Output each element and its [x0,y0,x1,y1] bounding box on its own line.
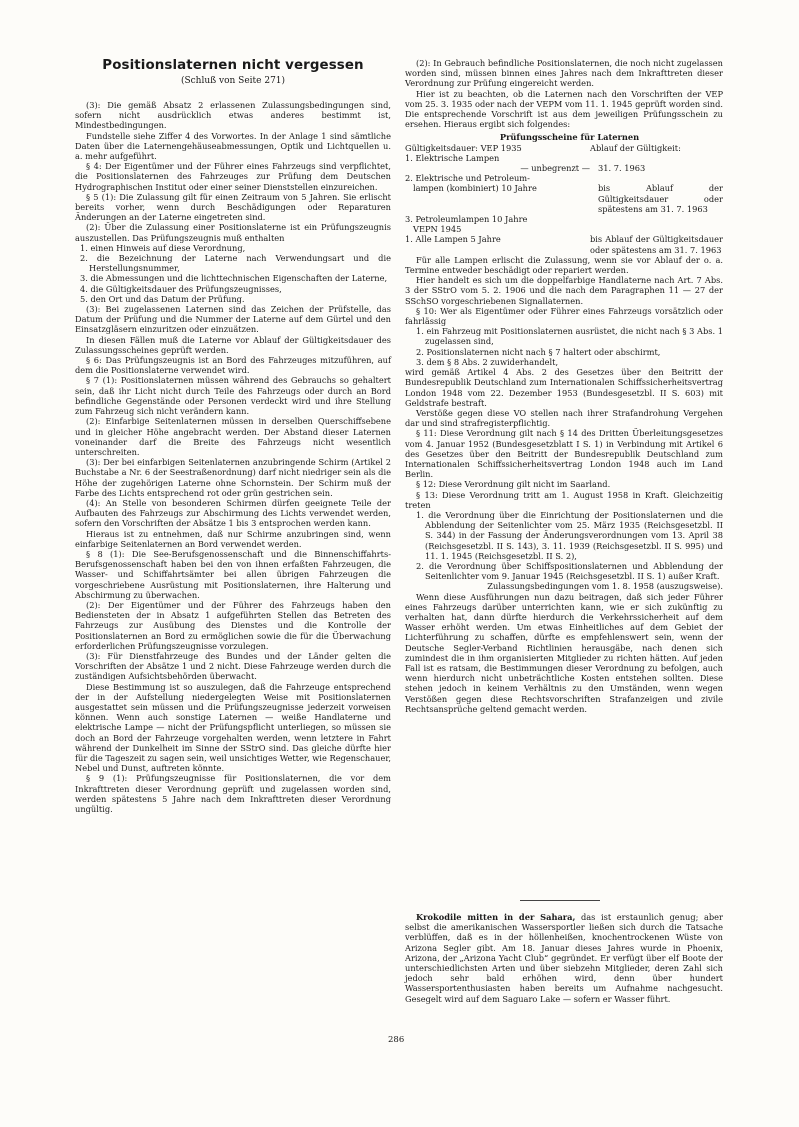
table-row [405,173,723,183]
paragraph: Für alle Lampen erlischt die Zulassung, wenn sie vor Ablauf der o. a. Termine entweder beschädigt oder repariert werden. [405,254,723,276]
table-cell: — unbegrenzt — [520,163,590,174]
paragraph [405,912,723,1004]
paragraph: Zulassungsbedingungen vom 1. 8. 1958 (auszugsweise). [487,581,723,592]
paragraph: (2): Einfarbige Seitenlaternen müssen in derselben Querschiffsebene und in gleicher Höhe angebracht werden. Der Abstand dieser Laternen voneinander darf die Breite des Fahrzeugs nicht wesentlich unterschreiten. [75,416,391,457]
paragraph: (2): Der Eigentümer und der Führer des Fahrzeugs haben den Bediensteten der in Absatz 1 aufgeführten Stellen das Betreten des Fahrzeugs zur Ausübung des Dienstes und die Kontrolle der Positionslaternen an Bord zu ermöglichen sowie die für die Überwachung erforderlichen Prüfungszeugnisse vorzulegen. [75,599,391,651]
article-subtitle: (Schluß von Seite 271) [180,76,286,86]
table-cell: Gültigkeitsdauer: VEP 1935 [405,142,522,153]
left-column [75,100,391,814]
article-title: Positionslaternen nicht vergessen [102,58,364,73]
list-item: 1. einen Hinweis auf diese Verordnung, [80,242,246,253]
krokodile-lead: Krokodile mitten in der Sahara, [416,912,576,922]
table-cell: 1. Elektrische Lampen [405,152,500,163]
table-cell: Ablauf der Gültigkeit: [590,142,681,153]
paragraph: § 5 (1): Die Zulassung gilt für einen Zeitraum von 5 Jahren. Sie erlischt bereits vorher, wenn durch Beschädigungen oder Reparaturen Änderungen an der Laterne eingetreten sind. [75,191,391,223]
list-item: 5. den Ort und das Datum der Prüfung. [80,293,245,304]
paragraph: Fundstelle siehe Ziffer 4 des Vorwortes. In der Anlage 1 sind sämtliche Daten über die Laternengehäuseabmessungen, Optik und Lichtquellen u. a. mehr aufgeführt. [75,130,391,162]
table-cell: bis Ablauf der Gültigkeitsdauer oder spätestens am 31. 7. 1963 [598,183,723,214]
table-cell: 3. Petroleumlampen 10 Jahre [405,214,528,225]
table-cell: 2. Elektrische und Petroleum- [405,173,530,184]
paragraph: § 6: Das Prüfungszeugnis ist an Bord des Fahrzeuges mitzuführen, auf dem die Positionslaterne verwendet wird. [75,355,391,376]
laternen-table [405,143,723,255]
table-row [405,234,723,254]
paragraph: Verstöße gegen diese VO stellen nach ihrer Strafandrohung Vergehen dar und sind strafregisterpflichtig. [405,407,723,429]
list-item: 2. die Bezeichnung der Laterne nach Verwendungsart und die Herstellungsnummer, [80,253,391,274]
paragraph: (2): Über die Zulassung einer Positionslaterne ist ein Prüfungszeugnis auszustellen. Das Prüfungszeugnis muß enthalten [75,222,391,243]
krokodile-box [405,912,723,1004]
paragraph: Hieraus ist zu entnehmen, daß nur Schirme anzubringen sind, wenn einfarbige Seitenlaternen an Bord verwendet werden. [75,528,391,549]
table-cell [590,153,723,163]
section-divider [520,900,600,901]
paragraph: (2): In Gebrauch befindliche Positionslaternen, die noch nicht zugelassen worden sind, müssen binnen eines Jahres nach dem Inkrafttreten dieser Verordnung zur Prüfung eingereicht werden. [405,58,723,89]
paragraph: (4): An Stelle von besonderen Schirmen dürfen geeignete Teile der Aufbauten des Fahrzeugs zur Abschirmung des Lichts verwendet werden, sofern den Vorschriften der Absätze 1 bis 3 entsprochen werden kann. [75,497,391,529]
paragraph: § 12: Diese Verordnung gilt nicht im Saarland. [416,479,611,490]
table-cell: 31. 7. 1963 [598,163,646,174]
table-cell: bis Ablauf der Gültigkeitsdauer oder spätestens am 31. 7. 1963 [590,234,723,255]
paragraph: Wenn diese Ausführungen nun dazu beitragen, daß sich jeder Führer eines Fahrzeugs darüber unterrichten kann, wie er sich zukünftig zu verhalten hat, dann dürfte hierdurch die Verkehrssicherheit auf dem Wasser erhöht werden. Um etwas Einheitliches auf dem Gebiet der Lichterführung zu schaffen, dürfte es empfehlenswert sein, wenn der Deutsche Segler-Verband Richtlinien herausgäbe, nach denen sich zumindest die in ihm organisierten Mitglieder zu richten hätten. Auf jeden Fall ist es ratsam, die Bestimmungen dieser Verordnung zu befolgen, auch wenn hierdurch nicht unbeträchtliche Kosten entstehen sollten. Diese stehen jedoch in keinem Verhältnis zu den Umständen, wenn wegen Verstößen gegen diese Rechtsvorschriften Strafanzeigen und zivile Rechtsansprüche geltend gemacht werden. [405,591,723,714]
paragraph: § 4: Der Eigentümer und der Führer eines Fahrzeugs sind verpflichtet, die Positionslaternen des Fahrzeuges zur Prüfung dem Deutschen Hydrographischen Institut oder einer seiner Dienststellen einzureichen. [75,161,391,192]
list-item: 3. die Abmessungen und die lichttechnischen Eigenschaften der Laterne, [80,273,388,284]
paragraph: § 11: Diese Verordnung gilt nach § 14 des Dritten Überleitungsgesetzes vom 4. Januar 1952 (Bundesgesetzblatt I S. 1) in Verbindung mit Artikel 6 des Gesetzes über den Beitritt der Bundesrepublik Deutschland zum Internationalen Schiffssicherheitsvertrag London 1948 auch im Land Berlin. [405,428,723,480]
paragraph: (3): Bei zugelassenen Laternen sind das Zeichen der Prüfstelle, das Datum der Prüfung und die Nummer der Laterne auf dem Gürtel und den Einsatzgläsern einzuritzen oder einzuätzen. [75,304,391,335]
paragraph: § 10: Wer als Eigentümer oder Führer eines Fahrzeugs vorsätzlich oder fahrlässig [405,305,723,327]
paragraph: § 7 (1): Positionslaternen müssen während des Gebrauchs so gehaltert sein, daß ihr Licht nicht durch Teile des Fahrzeugs oder durch an Bord befindliche Gegenstände oder Personen verdeckt wird und ihre Stellung zum Fahrzeug sich nicht verändern kann. [75,375,391,417]
table-cell [590,173,723,183]
table-cell: lampen (kombiniert) 10 Jahre [413,183,537,194]
table-row [405,214,723,224]
list-item: 4. die Gültigkeitsdauer des Prüfungszeugnisses, [80,283,282,294]
table-heading: Prüfungsscheine für Laternen [499,132,640,143]
table-cell: VEPN 1945 [413,224,462,235]
paragraph: Hier ist zu beachten, ob die Laternen nach den Vorschriften der VEP vom 25. 3. 1935 oder nach der VEPM vom 11. 1. 1945 geprüft worden sind. Die entsprechende Vorschrift ist aus dem jeweiligen Prüfungsschein zu ersehen. Hieraus ergibt sich folgendes: [405,88,723,130]
table-cell: 1. Alle Lampen 5 Jahre [405,234,501,245]
paragraph: (3): Der bei einfarbigen Seitenlaternen anzubringende Schirm (Artikel 2 Buchstabe a Nr. 6 der Seestraßenordnung) darf nicht niedriger sein als die Höhe der zugehörigen Laterne ohne Schornstein. Der Schirm muß der Farbe des Lichts entsprechend rot oder grün gestrichen sein. [75,457,391,498]
paragraph: In diesen Fällen muß die Laterne vor Ablauf der Gültigkeitsdauer des Zulassungsscheines geprüft werden. [75,334,391,355]
list-item: 3. dem § 8 Abs. 2 zuwiderhandelt, [416,356,559,367]
list-item: 1. ein Fahrzeug mit Positionslaternen ausrüstet, die nicht nach § 3 Abs. 1 zugelassen sind, [416,326,723,347]
paragraph: § 9 (1): Prüfungszeugnisse für Positionslaternen, die vor dem Inkrafttreten dieser Verordnung geprüft und zugelassen worden sind, werden spätestens 5 Jahre nach dem Inkrafttreten dieser Verordnung ungültig. [75,773,391,815]
paragraph: (3): Für Dienstfahrzeuge des Bundes und der Länder gelten die Vorschriften der Absätze 1 und 2 nicht. Diese Fahrzeuge werden durch die zuständigen Aufsichtsbehörden überwacht. [75,650,391,682]
table-cell [598,224,723,234]
list-item: 2. die Verordnung über Schiffspositionslaternen und Abblendung der Seitenlichter vom 9. Januar 1945 (Reichsgesetzbl. II S. 1) außer Kraft. [416,560,723,582]
table-row [405,153,723,163]
right-column [405,58,723,714]
list-item: 1. die Verordnung über die Einrichtung der Positionslaternen und die Abblendung der Seitenlichter vom 25. März 1935 (Reichsgesetzbl. II S. 344) in der Fassung der Änderungsverordnungen vom 13. April 38 (Reichsgesetzbl. II S. 143), 3. 11. 1939 (Reichsgesetzbl. II S. 995) und 11. 1. 1945 (Reichsgesetzbl. II S. 2), [416,509,723,561]
paragraph: § 8 (1): Die See-Berufsgenossenschaft und die Binnenschiffahrts-Berufsgenossenschaft haben bei den von ihnen erfaßten Fahrzeugen, die Wasser- und Schiffahrtsämter bei allen übrigen Fahrzeugen die vorgeschriebene Ausrüstung mit Positionslaternen, ihre Halterung und Abschirmung zu überwachen. [75,548,391,600]
krokodile-text: das ist erstaunlich genug; aber selbst die amerikanischen Wassersportler ließen sich durch die Tatsache verblüffen, daß es in der höllenheißen, knochentrockenen Wüste von Arizona Segler gibt. Am 18. Januar dieses Jahres wurde in Phoenix, Arizona, der „Arizona Yacht Club“ gegründet. Er verfügt über elf Boote der unterschiedlichsten Arten und über siebzehn Mitglieder, deren Zahl sich jedoch sehr bald erhöhen wird, denn über hundert Wassersportenthusiasten haben bereits um Aufnahme nachgesucht. Gesegelt wird auf dem Saguaro Lake — sofern er Wasser führt. [405,912,724,1004]
paragraph: Diese Bestimmung ist so auszulegen, daß die Fahrzeuge entsprechend der in der Aufstellung niedergelegten Weise mit Positionslaternen ausgestattet sein müssen und die Prüfungszeugnisse jederzeit vorweisen können. Wenn auch sonstige Laternen — weiße Handlaterne und elektrische Lampe — nicht der Prüfungspflicht unterliegen, so müssen sie doch an Bord der Fahrzeuge vorgehalten werden, wenn letztere in Fahrt während der Dunkelheit im Sinne der SStrO sind. Das gleiche dürfte hier für die Tageszeit zu sagen sein, weil unsichtiges Wetter, wie Regenschauer, Nebel und Dunst, auftreten könnte. [75,681,391,774]
table-row [405,143,723,153]
list-item: 2. Positionslaternen nicht nach § 7 haltert oder abschirmt, [416,346,661,357]
table-row [405,183,723,214]
paragraph: (3): Die gemäß Absatz 2 erlassenen Zulassungsbedingungen sind, sofern nicht ausdrücklich etwas anderes bestimmt ist, Mindestbedingungen. [75,100,391,131]
table-cell [590,214,723,224]
paragraph: § 13: Diese Verordnung tritt am 1. August 1958 in Kraft. Gleichzeitig treten [405,489,723,510]
table-row [405,224,723,234]
paragraph: wird gemäß Artikel 4 Abs. 2 des Gesetzes über den Beitritt der Bundesrepublik Deutschland zum Internationalen Schiffssicherheitsvertrag London 1948 vom 22. Dezember 1953 (Bundesgesetzbl. II S. 603) mit Geldstrafe bestraft. [405,367,723,408]
page-number: 286 [388,1035,405,1045]
table-row [405,163,723,173]
paragraph: Hier handelt es sich um die doppelfarbige Handlaterne nach Art. 7 Abs. 3 der SStrO vom 5. 2. 1906 und die nach dem Paragraphen 11 — 27 der SSchSO vorgeschriebenen Signallaternen. [405,275,723,306]
